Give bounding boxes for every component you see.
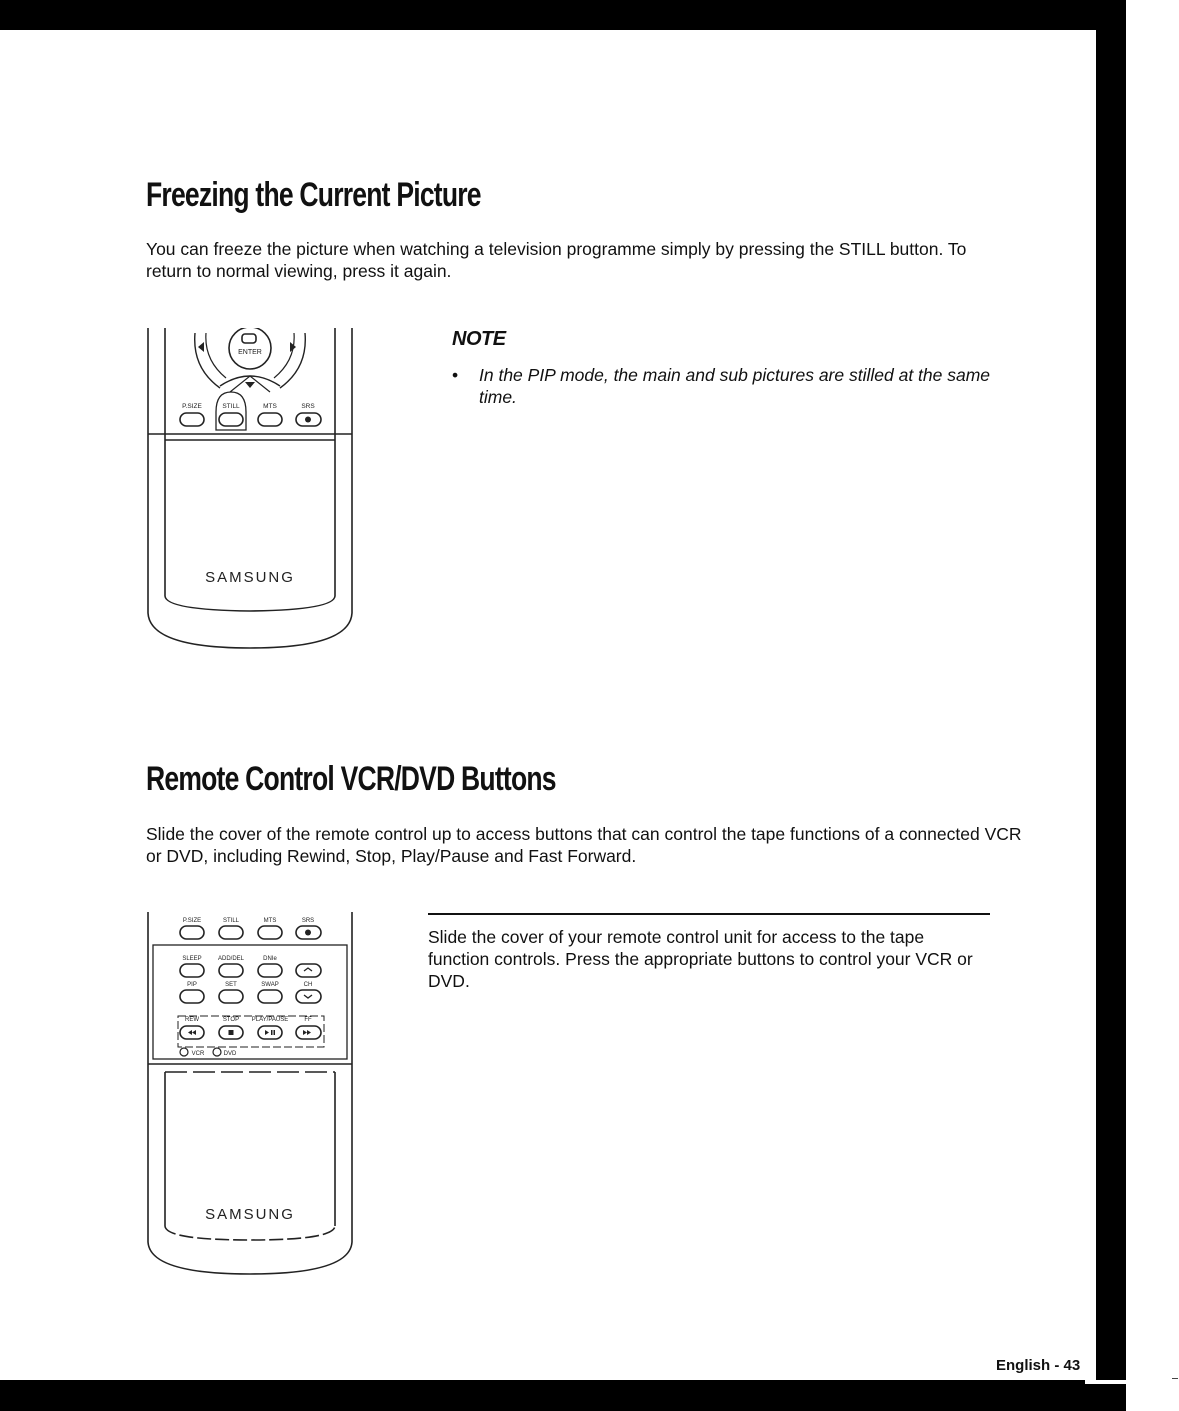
- psize-label: P.SIZE: [182, 403, 202, 410]
- brand-logo: SAMSUNG: [205, 569, 295, 586]
- pause-icon: [271, 1030, 273, 1035]
- dvd-indicator: [213, 1048, 221, 1056]
- srs-label: SRS: [301, 918, 315, 924]
- stop-label: STOP: [222, 1017, 240, 1023]
- set-label: SET: [225, 982, 237, 988]
- page-number: English - 43: [996, 1357, 1081, 1374]
- play-pause-label: PLAY/PAUSE: [251, 1017, 289, 1023]
- instruction-divider: [428, 913, 990, 915]
- psize-button[interactable]: [180, 413, 204, 426]
- ff-icon-2: [307, 1030, 311, 1035]
- ff-icon: [303, 1030, 307, 1035]
- play-icon: [265, 1030, 269, 1035]
- swap-button[interactable]: [258, 990, 282, 1003]
- sleep-button[interactable]: [180, 964, 204, 977]
- enter-label: ENTER: [238, 349, 262, 356]
- note-list: [452, 364, 1012, 408]
- down-arrow-icon: [245, 382, 255, 388]
- edge-mark: [1172, 1378, 1178, 1379]
- left-arrow-icon: [198, 342, 204, 352]
- pip-label: PIP: [187, 982, 197, 988]
- vcr-instruction-text: Slide the cover of your remote control unit for access to the tape function controls. Press the appropriate buttons to control your VCR or DVD.: [428, 927, 973, 991]
- ch-down-button[interactable]: [296, 990, 321, 1003]
- mts-label: MTS: [263, 918, 277, 924]
- vcr-label: VCR: [191, 1051, 205, 1057]
- pause-icon-2: [274, 1030, 276, 1035]
- top-border-bar: [0, 0, 1126, 30]
- remote-still-illustration: [140, 328, 360, 658]
- still-button[interactable]: [219, 413, 243, 426]
- psize-label: P.SIZE: [182, 918, 202, 924]
- mts-label: MTS: [263, 403, 277, 410]
- mts-button[interactable]: [258, 926, 282, 939]
- set-button[interactable]: [219, 990, 243, 1003]
- play-pause-button[interactable]: [258, 1026, 282, 1039]
- chevron-up-icon: [304, 968, 312, 971]
- mts-button[interactable]: [258, 413, 282, 426]
- ch-up-button[interactable]: [296, 964, 321, 977]
- chevron-down-icon: [304, 995, 312, 998]
- right-border-bar: [1096, 30, 1126, 1384]
- note-heading: NOTE: [452, 328, 506, 350]
- bottom-bar-notch: [1085, 1380, 1126, 1384]
- rew-label: REW: [185, 1017, 199, 1023]
- section-title-vcr-dvd: Remote Control VCR/DVD Buttons: [146, 760, 556, 798]
- pip-on-button[interactable]: [180, 990, 204, 1003]
- srs-dot-icon: [305, 930, 311, 936]
- section-title-freezing: Freezing the Current Picture: [146, 176, 481, 214]
- dnie-label: DNIe: [263, 956, 277, 962]
- dnie-button[interactable]: [258, 964, 282, 977]
- note-item: • In the PIP mode, the main and sub pictures are stilled at the same time.: [452, 365, 991, 407]
- freezing-intro-text: You can freeze the picture when watching a television programme simply by pressing the STILL button. To return to normal viewing, press it again.: [146, 239, 967, 281]
- srs-label: SRS: [301, 403, 315, 410]
- vcr-dvd-intro-text: Slide the cover of the remote control up to access buttons that can control the tape functions of a connected VCR or DVD, including Rewind, Stop, Play/Pause and Fast Forward.: [146, 824, 1022, 866]
- still-label: STILL: [222, 918, 240, 924]
- stop-icon: [229, 1030, 234, 1035]
- psize-button[interactable]: [180, 926, 204, 939]
- srs-dot-icon: [305, 417, 311, 423]
- bullet-icon: •: [452, 365, 459, 385]
- sleep-label: SLEEP: [182, 956, 202, 962]
- still-button[interactable]: [219, 926, 243, 939]
- add-del-button[interactable]: [219, 964, 243, 977]
- remote-vcr-illustration: [140, 912, 360, 1282]
- vcr-indicator: [180, 1048, 188, 1056]
- rewind-icon: [188, 1030, 192, 1035]
- rewind-icon-2: [192, 1030, 196, 1035]
- dvd-label: DVD: [223, 1051, 237, 1057]
- ff-label: FF: [304, 1017, 312, 1023]
- swap-label: SWAP: [261, 982, 279, 988]
- still-label: STILL: [222, 403, 240, 410]
- brand-logo: SAMSUNG: [205, 1206, 295, 1223]
- bottom-border-bar: [0, 1380, 1126, 1411]
- add-del-label: ADD/DEL: [217, 956, 245, 962]
- ch-label: CH: [303, 982, 313, 988]
